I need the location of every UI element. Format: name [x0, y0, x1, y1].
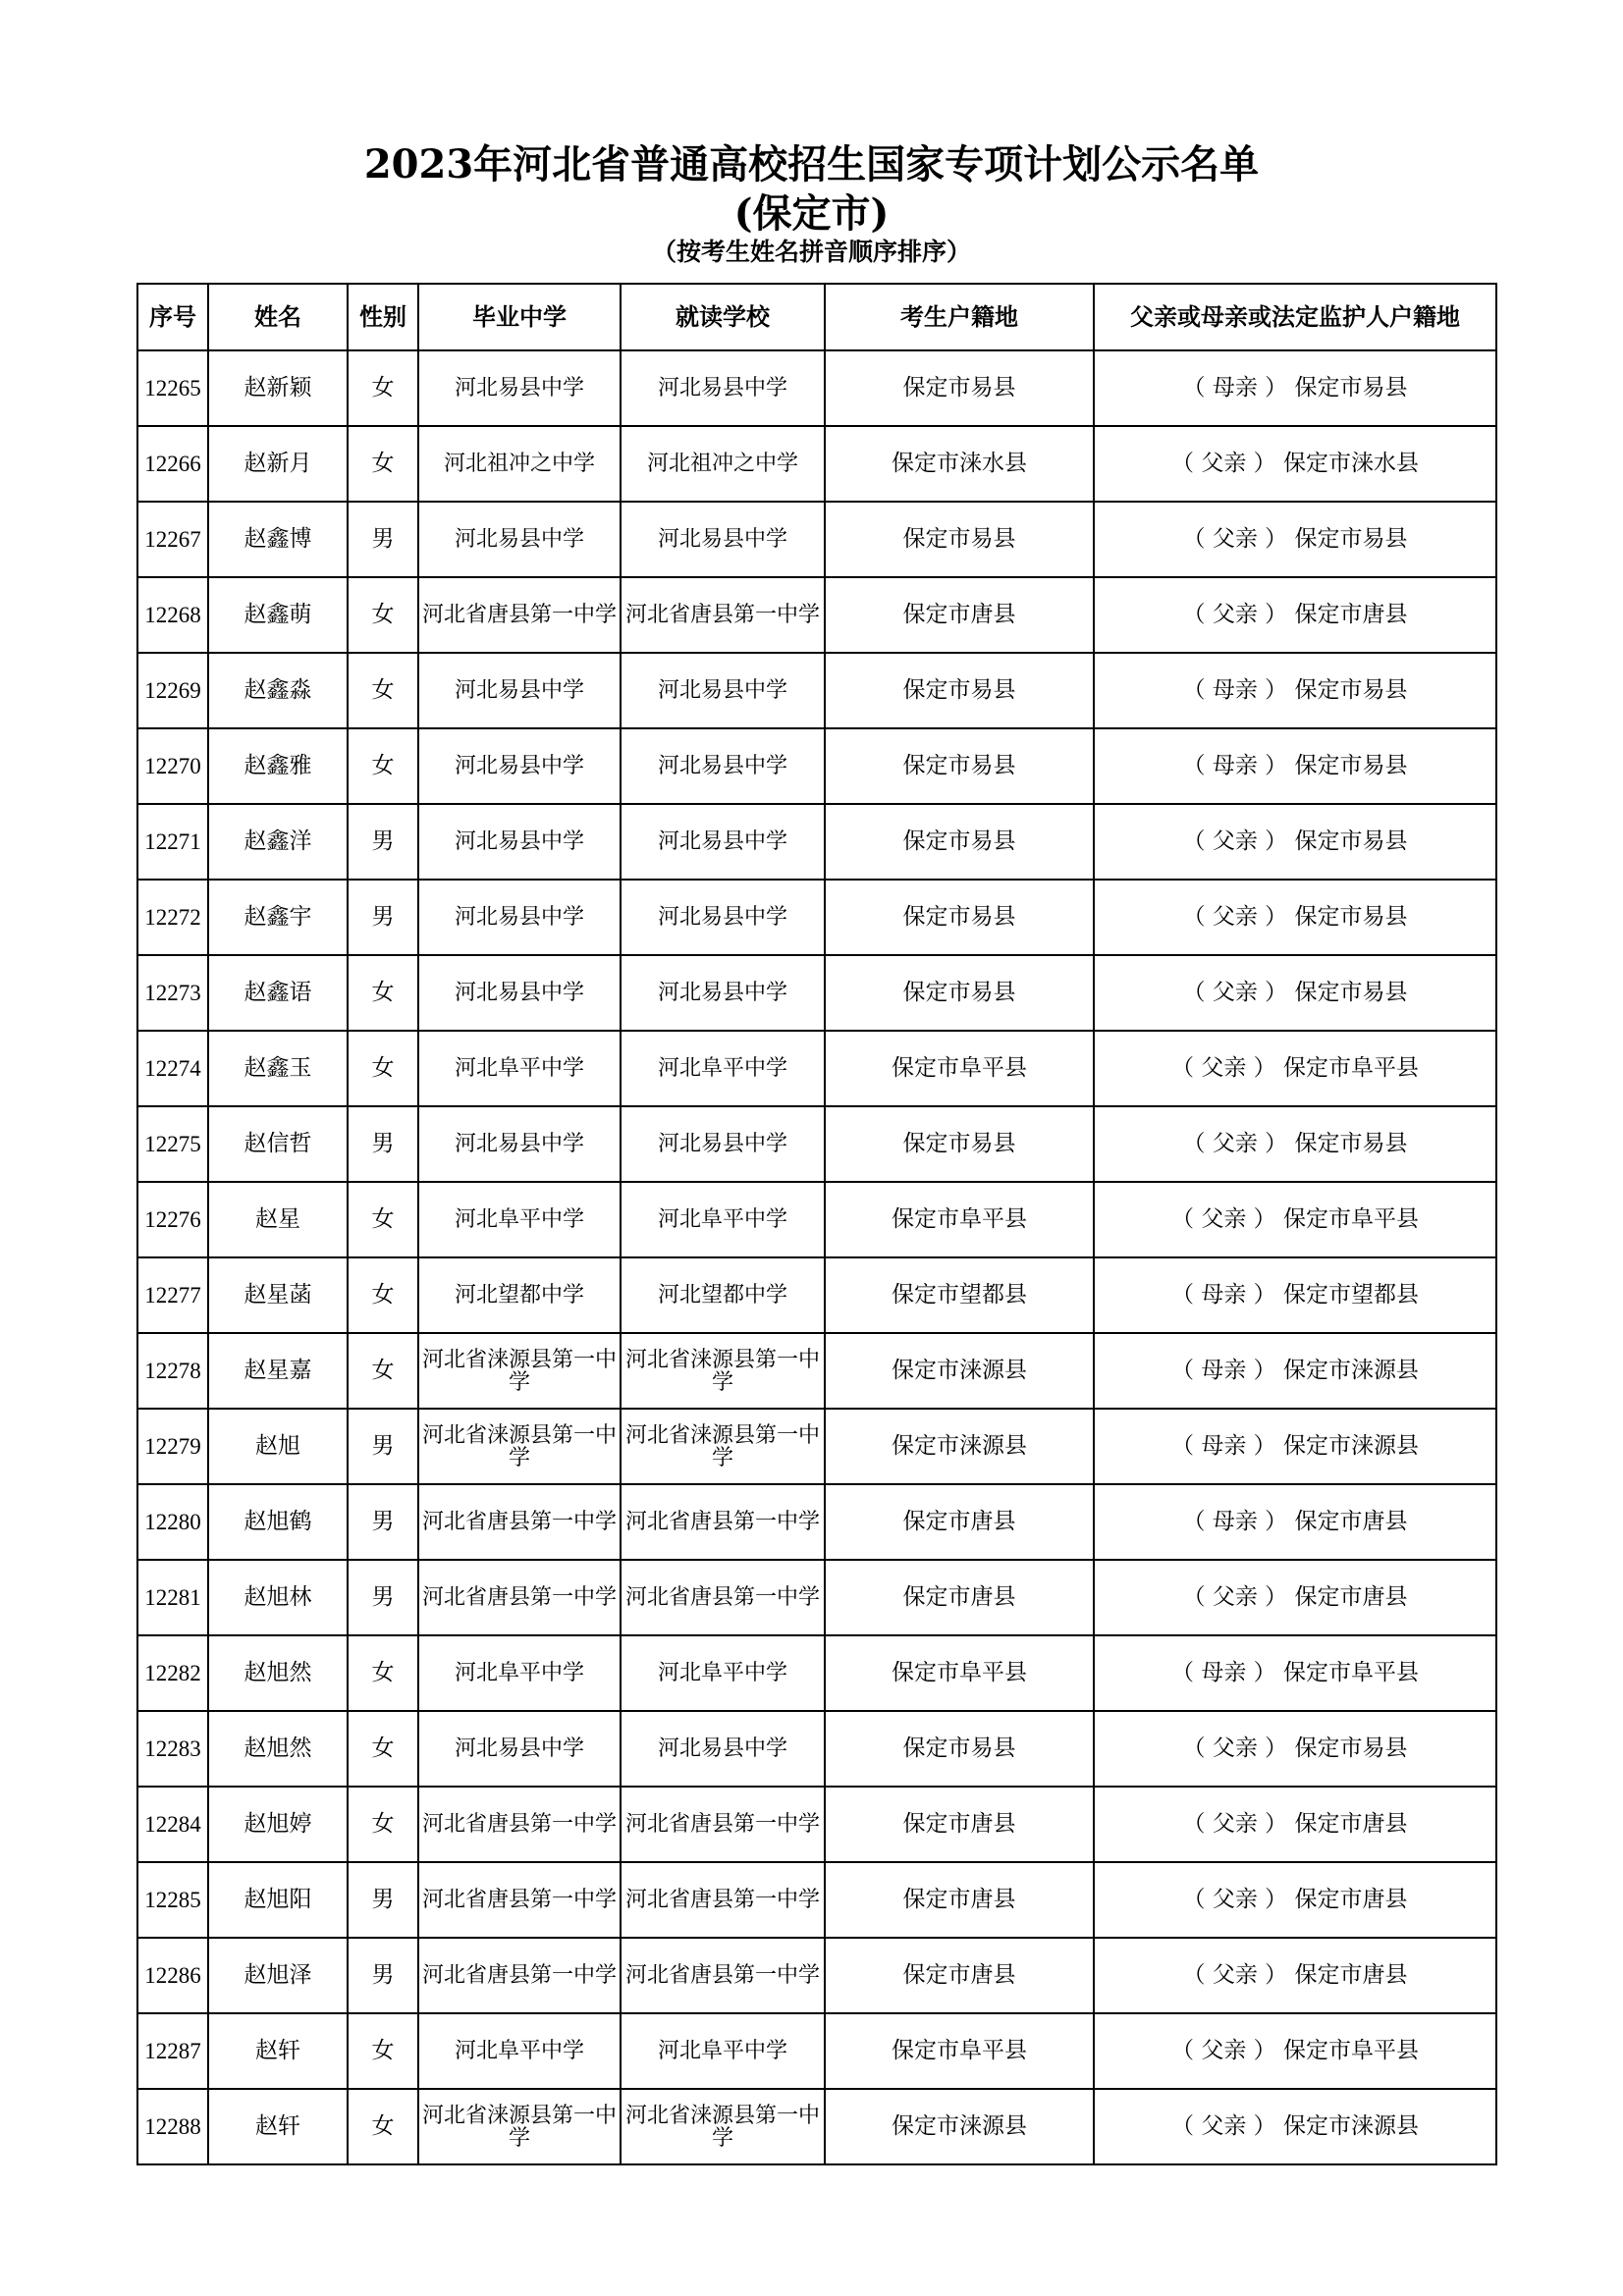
cell-graduation-school: 河北省涞源县第一中学 [418, 1333, 621, 1409]
cell-graduation-school: 河北阜平中学 [418, 1182, 621, 1257]
cell-student-hukou: 保定市唐县 [825, 1938, 1094, 2013]
cell-current-school: 河北易县中学 [621, 502, 825, 577]
cell-student-hukou: 保定市望都县 [825, 1257, 1094, 1333]
cell-student-hukou: 保定市易县 [825, 955, 1094, 1031]
cell-name: 赵旭泽 [208, 1938, 348, 2013]
cell-guardian-hukou: （ 父亲 ） 保定市易县 [1094, 1711, 1496, 1787]
cell-graduation-school: 河北省唐县第一中学 [418, 1787, 621, 1862]
cell-student-hukou: 保定市易县 [825, 502, 1094, 577]
cell-guardian-hukou: （ 母亲 ） 保定市易县 [1094, 728, 1496, 804]
column-header-current-school: 就读学校 [621, 284, 825, 350]
cell-graduation-school: 河北易县中学 [418, 1711, 621, 1787]
cell-name: 赵鑫雅 [208, 728, 348, 804]
cell-name: 赵旭鹤 [208, 1484, 348, 1560]
cell-current-school: 河北望都中学 [621, 1257, 825, 1333]
cell-name: 赵鑫博 [208, 502, 348, 577]
cell-graduation-school: 河北易县中学 [418, 955, 621, 1031]
cell-current-school: 河北省唐县第一中学 [621, 1484, 825, 1560]
cell-serial: 12265 [137, 350, 208, 426]
cell-graduation-school: 河北易县中学 [418, 728, 621, 804]
cell-gender: 男 [348, 1484, 418, 1560]
cell-graduation-school: 河北省涞源县第一中学 [418, 1409, 621, 1484]
cell-current-school: 河北祖冲之中学 [621, 426, 825, 502]
cell-gender: 女 [348, 1333, 418, 1409]
cell-current-school: 河北省唐县第一中学 [621, 1938, 825, 2013]
cell-student-hukou: 保定市涞源县 [825, 1333, 1094, 1409]
page-title: 2023年河北省普通高校招生国家专项计划公示名单 [363, 141, 1260, 187]
cell-graduation-school: 河北省涞源县第一中学 [418, 2089, 621, 2164]
table-header-row [137, 284, 1496, 350]
cell-name: 赵新颖 [208, 350, 348, 426]
column-header-graduation-school: 毕业中学 [418, 284, 621, 350]
table-row [137, 1106, 1496, 1182]
cell-student-hukou: 保定市阜平县 [825, 1182, 1094, 1257]
column-header-serial: 序号 [137, 284, 208, 350]
cell-student-hukou: 保定市涞水县 [825, 426, 1094, 502]
cell-guardian-hukou: （ 母亲 ） 保定市涞源县 [1094, 1409, 1496, 1484]
cell-student-hukou: 保定市易县 [825, 653, 1094, 728]
cell-current-school: 河北易县中学 [621, 350, 825, 426]
cell-name: 赵星 [208, 1182, 348, 1257]
cell-gender: 女 [348, 955, 418, 1031]
cell-graduation-school: 河北易县中学 [418, 1106, 621, 1182]
table-row [137, 2089, 1496, 2164]
cell-gender: 男 [348, 1862, 418, 1938]
cell-name: 赵鑫宇 [208, 880, 348, 955]
column-header-name: 姓名 [208, 284, 348, 350]
table-row [137, 1333, 1496, 1409]
cell-student-hukou: 保定市易县 [825, 728, 1094, 804]
cell-current-school: 河北易县中学 [621, 804, 825, 880]
cell-current-school: 河北易县中学 [621, 728, 825, 804]
cell-guardian-hukou: （ 父亲 ） 保定市唐县 [1094, 1938, 1496, 2013]
cell-serial: 12277 [137, 1257, 208, 1333]
sort-note: （按考生姓名拼音顺序排序） [651, 238, 971, 266]
cell-serial: 12266 [137, 426, 208, 502]
cell-guardian-hukou: （ 母亲 ） 保定市阜平县 [1094, 1635, 1496, 1711]
cell-serial: 12280 [137, 1484, 208, 1560]
cell-name: 赵旭婷 [208, 1787, 348, 1862]
cell-serial: 12278 [137, 1333, 208, 1409]
cell-current-school: 河北省唐县第一中学 [621, 1787, 825, 1862]
cell-current-school: 河北阜平中学 [621, 1635, 825, 1711]
cell-graduation-school: 河北易县中学 [418, 350, 621, 426]
cell-guardian-hukou: （ 母亲 ） 保定市易县 [1094, 350, 1496, 426]
cell-student-hukou: 保定市唐县 [825, 1484, 1094, 1560]
cell-current-school: 河北易县中学 [621, 1711, 825, 1787]
cell-student-hukou: 保定市涞源县 [825, 2089, 1094, 2164]
cell-current-school: 河北省涞源县第一中学 [621, 1409, 825, 1484]
cell-gender: 女 [348, 426, 418, 502]
cell-guardian-hukou: （ 母亲 ） 保定市唐县 [1094, 1484, 1496, 1560]
table-row [137, 1257, 1496, 1333]
table-row [137, 1938, 1496, 2013]
cell-serial: 12274 [137, 1031, 208, 1106]
cell-guardian-hukou: （ 父亲 ） 保定市唐县 [1094, 577, 1496, 653]
cell-gender: 女 [348, 1635, 418, 1711]
cell-name: 赵星菡 [208, 1257, 348, 1333]
cell-current-school: 河北省涞源县第一中学 [621, 2089, 825, 2164]
cell-graduation-school: 河北省唐县第一中学 [418, 1862, 621, 1938]
cell-student-hukou: 保定市唐县 [825, 1560, 1094, 1635]
cell-serial: 12282 [137, 1635, 208, 1711]
table-row [137, 804, 1496, 880]
table-row [137, 1711, 1496, 1787]
cell-graduation-school: 河北易县中学 [418, 880, 621, 955]
cell-gender: 女 [348, 1787, 418, 1862]
cell-name: 赵鑫萌 [208, 577, 348, 653]
cell-graduation-school: 河北望都中学 [418, 1257, 621, 1333]
cell-guardian-hukou: （ 父亲 ） 保定市唐县 [1094, 1560, 1496, 1635]
cell-guardian-hukou: （ 父亲 ） 保定市阜平县 [1094, 1182, 1496, 1257]
cell-gender: 女 [348, 577, 418, 653]
table-row [137, 350, 1496, 426]
cell-gender: 女 [348, 1257, 418, 1333]
cell-student-hukou: 保定市阜平县 [825, 1635, 1094, 1711]
cell-gender: 女 [348, 2089, 418, 2164]
cell-serial: 12268 [137, 577, 208, 653]
cell-guardian-hukou: （ 母亲 ） 保定市望都县 [1094, 1257, 1496, 1333]
column-header-gender: 性别 [348, 284, 418, 350]
cell-graduation-school: 河北省唐县第一中学 [418, 577, 621, 653]
cell-gender: 男 [348, 880, 418, 955]
cell-student-hukou: 保定市易县 [825, 804, 1094, 880]
cell-guardian-hukou: （ 父亲 ） 保定市阜平县 [1094, 1031, 1496, 1106]
cell-student-hukou: 保定市阜平县 [825, 2013, 1094, 2089]
cell-student-hukou: 保定市易县 [825, 880, 1094, 955]
cell-gender: 女 [348, 1182, 418, 1257]
cell-serial: 12270 [137, 728, 208, 804]
table-row [137, 1862, 1496, 1938]
cell-graduation-school: 河北易县中学 [418, 502, 621, 577]
cell-name: 赵旭阳 [208, 1862, 348, 1938]
cell-guardian-hukou: （ 父亲 ） 保定市阜平县 [1094, 2013, 1496, 2089]
cell-student-hukou: 保定市涞源县 [825, 1409, 1094, 1484]
cell-name: 赵新月 [208, 426, 348, 502]
cell-guardian-hukou: （ 父亲 ） 保定市涞水县 [1094, 426, 1496, 502]
cell-serial: 12286 [137, 1938, 208, 2013]
cell-student-hukou: 保定市易县 [825, 350, 1094, 426]
cell-guardian-hukou: （ 母亲 ） 保定市易县 [1094, 653, 1496, 728]
cell-graduation-school: 河北祖冲之中学 [418, 426, 621, 502]
table-row [137, 1560, 1496, 1635]
cell-guardian-hukou: （ 父亲 ） 保定市涞源县 [1094, 2089, 1496, 2164]
cell-gender: 女 [348, 1711, 418, 1787]
cell-serial: 12271 [137, 804, 208, 880]
cell-gender: 男 [348, 502, 418, 577]
cell-current-school: 河北省唐县第一中学 [621, 1862, 825, 1938]
table-row [137, 955, 1496, 1031]
table-row [137, 1031, 1496, 1106]
cell-current-school: 河北易县中学 [621, 955, 825, 1031]
cell-student-hukou: 保定市唐县 [825, 577, 1094, 653]
cell-graduation-school: 河北阜平中学 [418, 2013, 621, 2089]
cell-current-school: 河北省唐县第一中学 [621, 1560, 825, 1635]
cell-serial: 12269 [137, 653, 208, 728]
cell-current-school: 河北阜平中学 [621, 1182, 825, 1257]
table-row [137, 728, 1496, 804]
cell-serial: 12276 [137, 1182, 208, 1257]
cell-name: 赵鑫淼 [208, 653, 348, 728]
table-row [137, 1409, 1496, 1484]
cell-guardian-hukou: （ 父亲 ） 保定市易县 [1094, 804, 1496, 880]
cell-current-school: 河北省涞源县第一中学 [621, 1333, 825, 1409]
table-row [137, 880, 1496, 955]
cell-student-hukou: 保定市唐县 [825, 1787, 1094, 1862]
cell-current-school: 河北易县中学 [621, 653, 825, 728]
cell-serial: 12267 [137, 502, 208, 577]
cell-name: 赵旭林 [208, 1560, 348, 1635]
cell-student-hukou: 保定市唐县 [825, 1862, 1094, 1938]
cell-gender: 男 [348, 1106, 418, 1182]
cell-graduation-school: 河北省唐县第一中学 [418, 1484, 621, 1560]
cell-name: 赵轩 [208, 2013, 348, 2089]
table-row [137, 1484, 1496, 1560]
column-header-guardian-hukou: 父亲或母亲或法定监护人户籍地 [1094, 284, 1496, 350]
cell-guardian-hukou: （ 父亲 ） 保定市易县 [1094, 880, 1496, 955]
table-row [137, 1787, 1496, 1862]
cell-graduation-school: 河北阜平中学 [418, 1031, 621, 1106]
cell-name: 赵信哲 [208, 1106, 348, 1182]
cell-serial: 12288 [137, 2089, 208, 2164]
cell-gender: 女 [348, 728, 418, 804]
table-row [137, 1182, 1496, 1257]
cell-name: 赵鑫语 [208, 955, 348, 1031]
cell-guardian-hukou: （ 父亲 ） 保定市易县 [1094, 955, 1496, 1031]
table-row [137, 653, 1496, 728]
cell-name: 赵旭然 [208, 1711, 348, 1787]
cell-name: 赵轩 [208, 2089, 348, 2164]
cell-guardian-hukou: （ 父亲 ） 保定市唐县 [1094, 1862, 1496, 1938]
cell-serial: 12275 [137, 1106, 208, 1182]
table-row [137, 502, 1496, 577]
table-row [137, 1635, 1496, 1711]
cell-graduation-school: 河北阜平中学 [418, 1635, 621, 1711]
cell-name: 赵旭然 [208, 1635, 348, 1711]
cell-graduation-school: 河北易县中学 [418, 804, 621, 880]
cell-current-school: 河北阜平中学 [621, 2013, 825, 2089]
cell-name: 赵鑫洋 [208, 804, 348, 880]
cell-guardian-hukou: （ 父亲 ） 保定市易县 [1094, 1106, 1496, 1182]
cell-guardian-hukou: （ 父亲 ） 保定市易县 [1094, 502, 1496, 577]
cell-name: 赵星嘉 [208, 1333, 348, 1409]
cell-gender: 男 [348, 1560, 418, 1635]
column-header-student-hukou: 考生户籍地 [825, 284, 1094, 350]
cell-graduation-school: 河北易县中学 [418, 653, 621, 728]
cell-name: 赵旭 [208, 1409, 348, 1484]
cell-student-hukou: 保定市易县 [825, 1106, 1094, 1182]
cell-serial: 12285 [137, 1862, 208, 1938]
table-row [137, 577, 1496, 653]
cell-graduation-school: 河北省唐县第一中学 [418, 1560, 621, 1635]
cell-serial: 12281 [137, 1560, 208, 1635]
cell-gender: 男 [348, 1938, 418, 2013]
cell-gender: 女 [348, 1031, 418, 1106]
cell-serial: 12273 [137, 955, 208, 1031]
cell-gender: 女 [348, 350, 418, 426]
cell-student-hukou: 保定市阜平县 [825, 1031, 1094, 1106]
cell-gender: 男 [348, 804, 418, 880]
cell-serial: 12284 [137, 1787, 208, 1862]
cell-gender: 女 [348, 2013, 418, 2089]
page-subtitle: (保定市) [733, 190, 890, 237]
cell-current-school: 河北省唐县第一中学 [621, 577, 825, 653]
cell-student-hukou: 保定市易县 [825, 1711, 1094, 1787]
roster-table [136, 283, 1497, 2165]
cell-gender: 女 [348, 653, 418, 728]
cell-serial: 12279 [137, 1409, 208, 1484]
cell-current-school: 河北阜平中学 [621, 1031, 825, 1106]
table-row [137, 2013, 1496, 2089]
cell-current-school: 河北易县中学 [621, 1106, 825, 1182]
table-row [137, 426, 1496, 502]
cell-guardian-hukou: （ 母亲 ） 保定市涞源县 [1094, 1333, 1496, 1409]
cell-guardian-hukou: （ 父亲 ） 保定市唐县 [1094, 1787, 1496, 1862]
cell-serial: 12283 [137, 1711, 208, 1787]
cell-current-school: 河北易县中学 [621, 880, 825, 955]
cell-serial: 12287 [137, 2013, 208, 2089]
cell-graduation-school: 河北省唐县第一中学 [418, 1938, 621, 2013]
cell-gender: 男 [348, 1409, 418, 1484]
cell-serial: 12272 [137, 880, 208, 955]
cell-name: 赵鑫玉 [208, 1031, 348, 1106]
